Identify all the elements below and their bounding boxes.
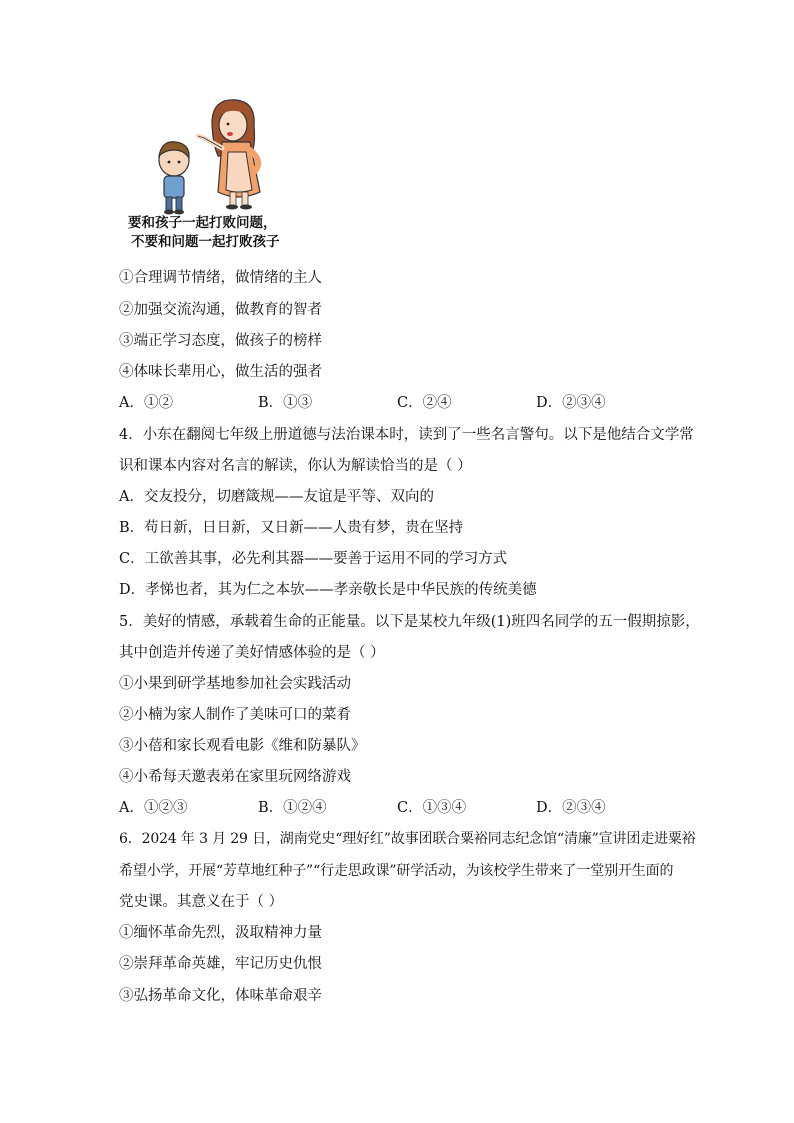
q6-item-1: ①缅怀革命先烈，汲取精神力量 bbox=[119, 925, 322, 941]
q5-item-1: ①小果到研学基地参加社会实践活动 bbox=[119, 676, 351, 692]
q4-option-b[interactable]: B．苟日新，日日新，又日新——人贵有梦，贵在坚持 bbox=[119, 520, 464, 536]
mother-figure bbox=[198, 100, 260, 210]
q3-item-4: ④体味长辈用心，做生活的强者 bbox=[119, 364, 322, 380]
q6-stem-line-2: 希望小学，开展“芳草地红种子”“行走思政课”研学活动，为该校学生带来了一堂别开生面的 bbox=[119, 863, 674, 879]
q5-choice-d[interactable]: D．②③④ bbox=[536, 800, 606, 816]
q4-stem-line-1: 4．小东在翻阅七年级上册道德与法治课本时，读到了一些名言警句。以下是他结合文学常 bbox=[119, 427, 694, 443]
q3-choice-d[interactable]: D．②③④ bbox=[536, 395, 606, 411]
q3-item-2: ②加强交流沟通，做教育的智者 bbox=[119, 302, 322, 318]
q5-item-3: ③小蓓和家长观看电影《维和防暴队》 bbox=[119, 738, 366, 754]
caption-line-1: 要和孩子一起打败问题， bbox=[128, 215, 277, 231]
q3-choice-b[interactable]: B．①③ bbox=[258, 395, 313, 411]
child-figure bbox=[159, 142, 189, 215]
q5-item-4: ④小希每天邀表弟在家里玩网络游戏 bbox=[119, 769, 351, 785]
q3-item-3: ③端正学习态度，做孩子的榜样 bbox=[119, 333, 322, 349]
q3-choice-c[interactable]: C．②④ bbox=[397, 395, 452, 411]
q5-choice-a[interactable]: A．①②③ bbox=[119, 800, 188, 816]
q6-stem-line-1: 6．2024 年 3 月 29 日，湖南党史“理好红”故事团联合粟裕同志纪念馆“清廉”宣讲团走进粟裕 bbox=[119, 831, 696, 847]
q3-item-1: ①合理调节情绪，做情绪的主人 bbox=[119, 270, 322, 286]
q4-stem-line-2: 识和课本内容对名言的解读，你认为解读恰当的是（ ） bbox=[119, 458, 472, 474]
caption-line-2: 不要和问题一起打败孩子 bbox=[131, 234, 280, 250]
q3-choice-a[interactable]: A．①② bbox=[119, 395, 173, 411]
q5-stem-line-2: 其中创造并传递了美好情感体验的是（ ） bbox=[119, 645, 385, 661]
q4-option-a[interactable]: A．交友投分，切磨箴规——友谊是平等、双向的 bbox=[119, 489, 434, 505]
q5-choice-b[interactable]: B．①②④ bbox=[258, 800, 327, 816]
q4-option-c[interactable]: C．工欲善其事，必先利其器——要善于运用不同的学习方式 bbox=[119, 551, 508, 567]
q6-item-2: ②崇拜革命英雄，牢记历史仇恨 bbox=[119, 956, 322, 972]
q5-item-2: ②小楠为家人制作了美味可口的菜肴 bbox=[119, 707, 351, 723]
q6-item-3: ③弘扬革命文化，体味革命艰辛 bbox=[119, 988, 322, 1004]
illustration-caption bbox=[128, 214, 328, 252]
q5-choice-c[interactable]: C．①③④ bbox=[397, 800, 467, 816]
q4-option-d[interactable]: D．孝悌也者，其为仁之本欤——孝亲敬长是中华民族的传统美德 bbox=[119, 582, 537, 598]
q5-stem-line-1: 5．美好的情感，承载着生命的正能量。以下是某校九年级(1)班四名同学的五一假期掠影， bbox=[119, 614, 700, 630]
q6-stem-line-3: 党史课。其意义在于（ ） bbox=[119, 894, 284, 910]
